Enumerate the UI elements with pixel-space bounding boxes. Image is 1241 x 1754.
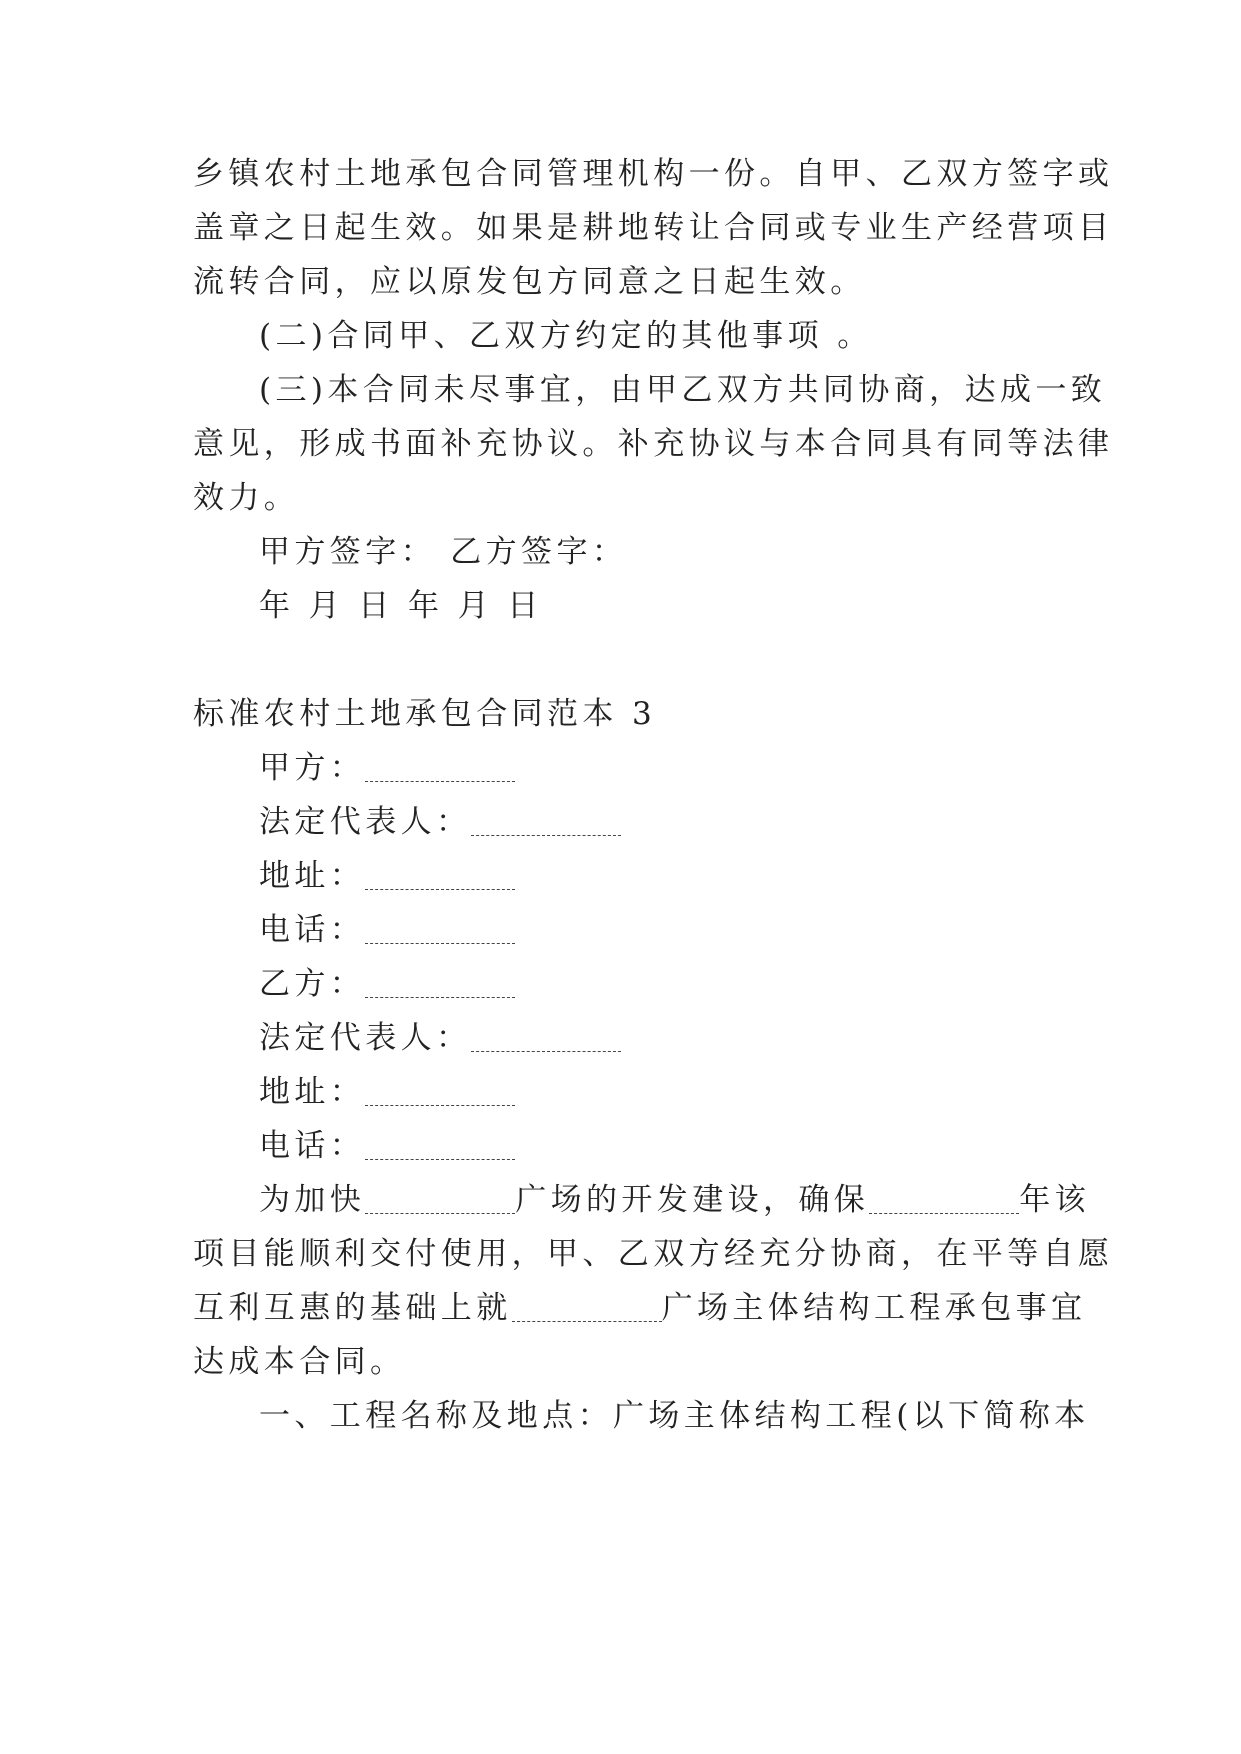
party-b-blank (365, 967, 515, 998)
preamble-line-3-seg-2: 广场主体结构工程承包事宜 (661, 1290, 1087, 1326)
party-b-address-label: 地址： (259, 1074, 366, 1110)
party-a-field (259, 746, 1139, 790)
text-line-1: 乡镇农村土地承包合同管理机构一份。自甲、乙双方签字或 (193, 156, 1114, 192)
party-b-address-blank (365, 1075, 515, 1106)
party-b-label: 乙方： (259, 966, 366, 1002)
party-b-rep-field (259, 1016, 1139, 1060)
party-b-rep-label: 法定代表人： (259, 1020, 472, 1056)
date-line: 年 月 日 年 月 日 (259, 588, 543, 624)
plaza-name-blank (365, 1183, 515, 1214)
party-b-phone-label: 电话： (259, 1128, 366, 1164)
party-a-rep-label: 法定代表人： (259, 804, 472, 840)
party-a-phone-blank (365, 913, 515, 944)
clause-3-line-1: (三)本合同未尽事宜，由甲乙双方共同协商，达成一致 (259, 372, 1107, 408)
party-a-phone-field (259, 908, 1139, 952)
preamble-seg-3: 年该 (1019, 1182, 1091, 1218)
clause-3-line-3: 效力。 (193, 480, 300, 516)
preamble-seg-2: 广场的开发建设，确保 (515, 1182, 870, 1218)
party-a-label: 甲方： (259, 750, 366, 786)
party-b-rep-blank (471, 1021, 621, 1052)
party-a-address-label: 地址： (259, 858, 366, 894)
party-a-rep-blank (471, 805, 621, 836)
party-a-rep-field (259, 800, 1139, 844)
preamble-line-3 (193, 1286, 1087, 1330)
party-b-phone-blank (365, 1129, 515, 1160)
preamble-line-2: 项目能顺利交付使用，甲、乙双方经充分协商，在平等自愿 (193, 1236, 1114, 1272)
clause-3-line-2: 意见，形成书面补充协议。补充协议与本合同具有同等法律 (193, 426, 1114, 462)
text-line-2: 盖章之日起生效。如果是耕地转让合同或专业生产经营项目 (193, 210, 1114, 246)
preamble-seg-1: 为加快 (259, 1182, 366, 1218)
clause-1-line: 一、工程名称及地点：广场主体结构工程(以下简称本 (259, 1398, 1090, 1434)
preamble-line-1 (259, 1178, 1139, 1222)
year-blank (869, 1183, 1019, 1214)
plaza-structure-blank (512, 1291, 662, 1322)
party-b-phone-field (259, 1124, 1139, 1168)
party-b-field (259, 962, 1139, 1006)
section-title: 标准农村土地承包合同范本 3 (193, 696, 657, 732)
party-a-phone-label: 电话： (259, 912, 366, 948)
party-a-address-blank (365, 859, 515, 890)
preamble-line-3-seg-1: 互利互惠的基础上就 (193, 1290, 512, 1326)
party-a-address-field (259, 854, 1139, 898)
party-b-address-field (259, 1070, 1139, 1114)
preamble-line-4: 达成本合同。 (193, 1344, 406, 1380)
party-a-blank (365, 751, 515, 782)
signature-line: 甲方签字： 乙方签字： (259, 534, 628, 570)
text-line-3: 流转合同，应以原发包方同意之日起生效。 (193, 264, 866, 300)
clause-2-line: (二)合同甲、乙双方约定的其他事项 。 (259, 318, 873, 354)
